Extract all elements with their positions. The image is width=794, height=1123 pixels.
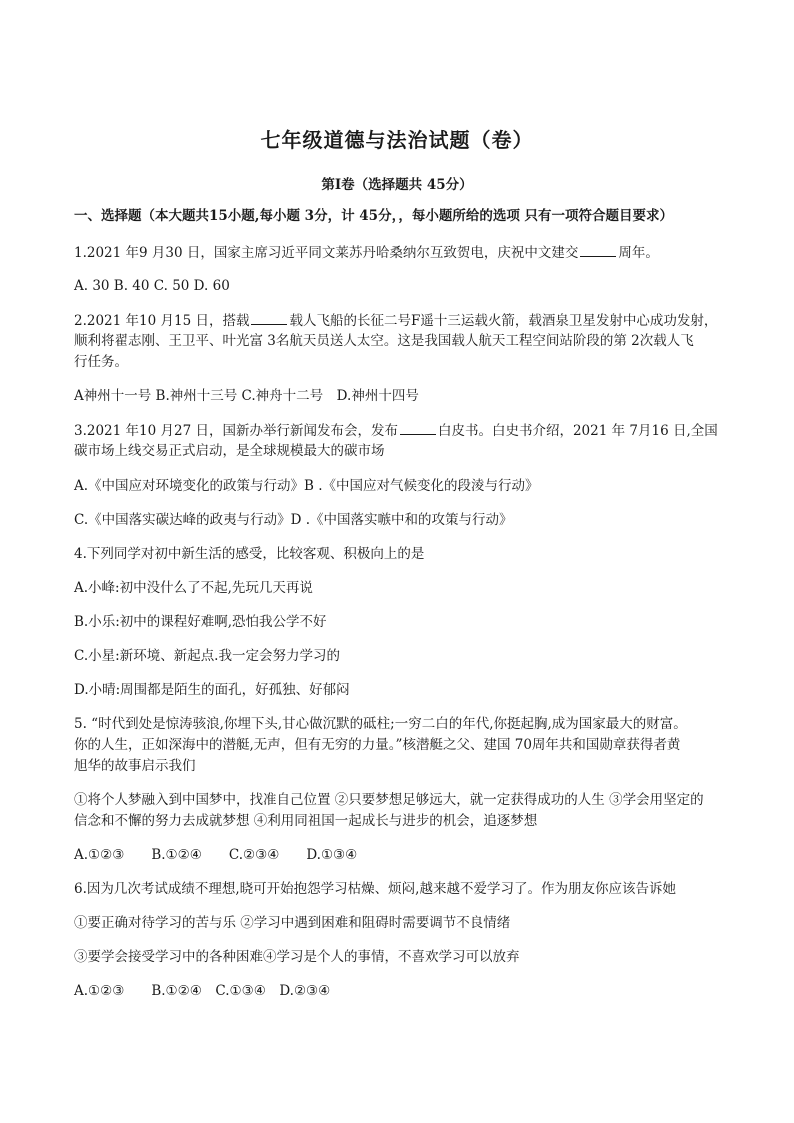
question-4-option-a: A.小峰:初中没什么了不起,先玩几天再说 bbox=[74, 580, 313, 596]
question-5-stem-line-3: 旭华的故事启示我们 bbox=[74, 758, 196, 774]
question-1-options: A. 30 B. 40 C. 50 D. 60 bbox=[74, 278, 230, 294]
question-3-stem-rest: 白皮书。白史书介绍，2021 年 7月16 日,全国 bbox=[437, 423, 718, 439]
question-5-items-line-1: ①将个人梦融入到中国梦中，找准自己位置 ②只要梦想足够远大，就一定获得成功的人生 ③学会用坚定的 bbox=[74, 792, 704, 808]
question-2-stem-line-3: 行任务。 bbox=[74, 354, 128, 370]
question-1-stem-start: 1.2021 年9 月30 日，国家主席习近平同文莱苏丹哈桑纳尔互致贺电，庆祝中文建交 bbox=[74, 245, 579, 261]
question-4-option-c: C.小星:新环境、新起点.我一定会努力学习的 bbox=[74, 648, 340, 664]
question-3-stem-line-1 bbox=[74, 420, 734, 442]
question-2-stem-rest: 载人飞船的长征二号F遥十三运载火箭，载酒泉卫星发射中心成功发射， bbox=[289, 313, 718, 329]
question-6-items-line-2: ③要学会接受学习中的各种困难④学习是个人的事情，不喜欢学习可以放弃 bbox=[74, 949, 520, 965]
question-2-stem-start: 2.2021 年10 月15 日，搭载 bbox=[74, 313, 250, 329]
exam-subtitle: 第Ⅰ卷（选择题共 45分） bbox=[321, 177, 473, 193]
question-2-options: A神州十一号 B.神州十三号 C.神舟十二号 D.神州十四号 bbox=[74, 388, 419, 404]
question-5-options: A.①②③ B.①②④ C.②③④ D.①③④ bbox=[74, 847, 358, 863]
question-5-stem-line-1: 5. “时代到处是惊涛骇浪,你埋下头,甘心做沉默的砥柱;一穷二白的年代,你挺起胸,成为国家最大的财富。 bbox=[74, 716, 687, 732]
question-4-option-d: D.小晴:周围都是陌生的面孔，好孤独、好郁闷 bbox=[74, 682, 350, 698]
question-5-stem-line-2: 你的人生，正如深海中的潜艇,无声，但有无穷的力量。”核潜艇之父、建国 70周年共和国勋章获得者黄 bbox=[74, 737, 681, 753]
question-1-stem bbox=[74, 242, 734, 264]
question-3-stem-start: 3.2021 年10 月27 日，国新办举行新闻发布会，发布 bbox=[74, 423, 398, 439]
question-2-stem-line-1 bbox=[74, 310, 734, 332]
question-6-options: A.①②③ B.①②④ C.①③④ D.②③④ bbox=[74, 983, 331, 999]
question-3-options-cd: C.《中国落实碳达峰的政夷与行动》D .《中国落实嗾中和的攻策与行动》 bbox=[74, 512, 513, 528]
answer-blank bbox=[251, 310, 287, 325]
question-4-stem: 4.下列同学对初中新生活的感受，比较客观、积极向上的是 bbox=[74, 546, 425, 562]
question-3-options-ab: A.《中国应对环境变化的政策与行动》B .《中国应对气候变化的段淩与行动》 bbox=[74, 478, 539, 494]
question-6-items-line-1: ①要正确对待学习的苦与乐 ②学习中遇到困难和阻碍时需要调节不良情绪 bbox=[74, 915, 511, 931]
question-5-items-line-2: 信念和不懈的努力去成就梦想 ④利用同祖国一起成长与进步的机会，追逐梦想 bbox=[74, 813, 538, 829]
section-heading: 一、选择题（本大题共15小题,每小题 3分，计 45分，，每小题所给的选项 只有一项符合题目要求） bbox=[74, 208, 674, 224]
question-3-stem-line-2: 碳市场上线交易正式启动，是全球规模最大的碳市场 bbox=[74, 443, 385, 459]
question-6-stem: 6.因为几次考试成绩不理想,晓可开始抱怨学习枯燥、烦闷,越来越不爱学习了。作为朋友你应该告诉她 bbox=[74, 881, 676, 897]
answer-blank bbox=[580, 242, 616, 257]
question-1-stem-end: 周年。 bbox=[618, 245, 659, 261]
answer-blank bbox=[400, 420, 436, 435]
question-4-option-b: B.小乐:初中的课程好难啊,恐怕我公学不好 bbox=[74, 614, 327, 630]
question-2-stem-line-2: 顺利将翟志刚、王卫平、叶光富 3名航天员送人太空。这是我国载人航天工程空间站阶段的第 2次载人飞 bbox=[74, 333, 694, 349]
exam-title: 七年级道德与法治试题（卷） bbox=[260, 128, 534, 152]
